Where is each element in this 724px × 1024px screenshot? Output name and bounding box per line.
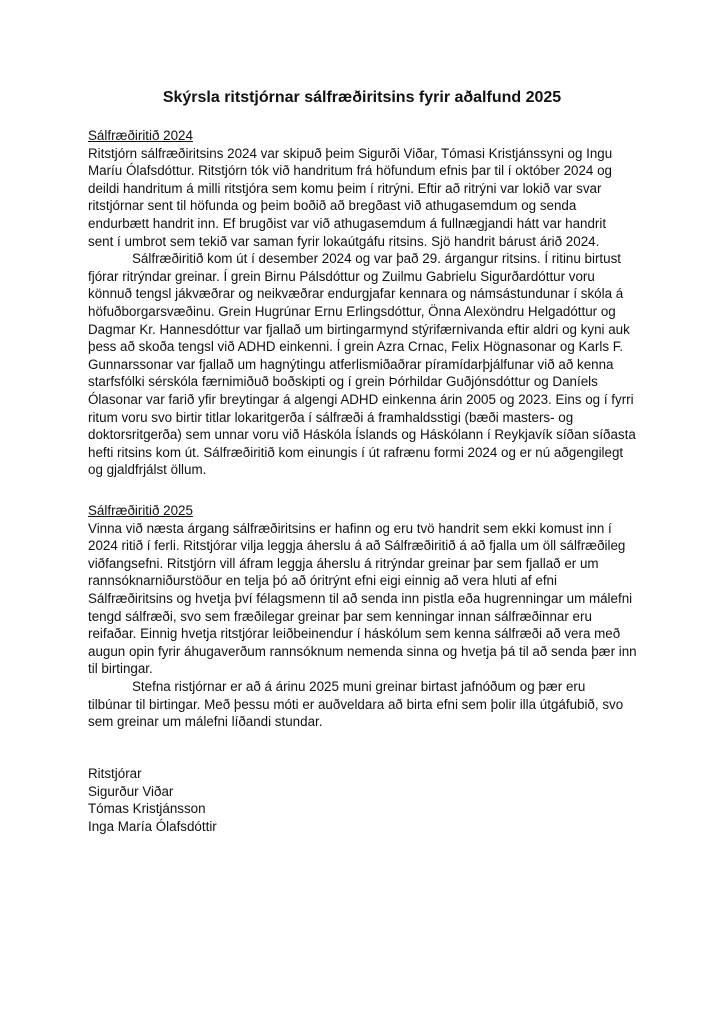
section-2025 (88, 502, 648, 731)
signature-line: Inga María Ólafsdóttir (88, 818, 217, 834)
paragraph-line: Gunnarssonar var fjallað um hagnýtingu atferlismiðaðrar píramídarþjálfunar við að kenna (88, 356, 614, 372)
paragraph-line: og gjaldfrjálst öllum. (88, 462, 207, 478)
paragraph-line: Stefna ristjórnar er að á árinu 2025 muni greinar birtast jafnóðum og þær eru (132, 678, 586, 694)
paragraph-line: Ólasonar var farið yfir breytingar á algengi ADHD einkenna árin 2005 og 2023. Eins og í fyrri (88, 391, 634, 407)
signature-line: Tómas Kristjánsson (88, 801, 206, 817)
signature-line: Sigurður Viðar (88, 783, 174, 799)
paragraph-line: augun opin fyrir áhugaverðum rannsóknum nemenda sinna og hvetja þá til að senda þær inn (88, 643, 637, 659)
section-heading: Sálfræðiritið 2024 (88, 128, 193, 143)
section-heading: Sálfræðiritið 2025 (88, 503, 193, 518)
paragraph-line: til birtingar. (88, 661, 153, 677)
paragraph-line: starfsfólki sérskóla færnimiðuð boðskipti og í grein Þórhildar Guðjónsdóttur og Daníels (88, 374, 598, 390)
paragraph-line: Dagmar Kr. Hannesdóttur var fjallað um birtingarmynd stýrifærnivanda eftir aldri og kyni auk (88, 321, 630, 337)
signature-line: Ritstjórar (88, 766, 142, 781)
paragraph-line: hefti ritsins kom út. Sálfræðiritið kom einungis í út rafrænu formi 2024 og er nú aðgengilegt (88, 444, 624, 460)
paragraph-line: Sálfræðiritsins og hvetja því félagsmenn til að senda inn pistla eða hugrenningar um málefni (88, 590, 633, 606)
paragraph-line: höfuðborgarsvæðinu. Grein Hugrúnar Ernu Erlingsdóttur, Önna Alexöndru Helgadóttur og (88, 303, 616, 319)
paragraph-line: ritum voru svo birtir titlar lokaritgerða í sálfræði á framhaldsstigi (bæði masters- og (88, 409, 574, 425)
paragraph-line: ritstjórnar sent til höfunda og þeim boðið að bregðast við athugasemdum og senda (88, 198, 577, 214)
document-title: Skýrsla ritstjórnar sálfræðiritsins fyrir aðalfund 2025 (162, 89, 562, 106)
paragraph-line: rannsóknarniðurstöður en telja þó að óritrýnt efni eigi einnig að vera hluti af efni (88, 573, 557, 589)
paragraph-line: Vinna við næsta árgang sálfræðiritsins er hafinn og eru tvö handrit sem ekki komust inn í (88, 520, 612, 536)
signature-block (88, 765, 648, 835)
paragraph-line: sem greinar um málefni líðandi stundar. (88, 714, 323, 730)
paragraph-line: Ritstjórn sálfræðiritsins 2024 var skipuð þeim Sigurði Viðar, Tómasi Kristjánssyni og Ingu (88, 145, 613, 161)
paragraph-line: þess að skoða tengsl við ADHD einkenni. Í grein Azra Crnac, Felix Högnasonar og Karls F. (88, 339, 624, 355)
paragraph-line: fjórar ritrýndar greinar. Í grein Birnu Pálsdóttur og Zuilmu Gabrielu Sigurðardóttur voru (88, 268, 595, 284)
paragraph-line: doktorsritgerða) sem unnar voru við Háskóla Íslands og Háskólann í Reykjavík síðan síðasta (88, 427, 636, 443)
paragraph-line: Sálfræðiritið kom út í desember 2024 og var það 29. árgangur ritsins. Í ritinu birtust (132, 251, 621, 267)
paragraph-line: tengd sálfræði, svo sem fræðilegar greinar þar sem kenningar innan sálfræðinnar eru (88, 608, 592, 624)
paragraph-line: sent í umbrot sem tekið var saman fyrir lokaútgáfu ritsins. Sjö handrit bárust árið 2024. (88, 233, 600, 249)
paragraph-line: 2024 ritið í ferli. Ritstjórar vilja leggja áherslu á að Sálfræðiritið á að fjalla um öll sálfræðileg (88, 538, 626, 554)
paragraph-line: reifaðar. Einnig hvetja ritstjórar leiðbeinendur í háskólum sem kenna sálfræði að vera með (88, 626, 621, 642)
paragraph-line: könnuð tengsl jákvæðrar og neikvæðrar endurgjafar kennara og námsástundunar í skóla á (88, 286, 624, 302)
paragraph-line: viðfangsefni. Ritstjórn vill áfram leggja áherslu á ritrýndar greinar þar sem fjallað er um (88, 555, 599, 571)
section-2024 (88, 127, 648, 479)
paragraph-line: endurbætt handrit inn. Ef brugðist var við athugasemdum á fullnægjandi hátt var handrit (88, 215, 607, 231)
paragraph-line: tilbúnar til birtingar. Með þessu móti er auðveldara að birta efni sem þolir illa útgáfubið, svo (88, 696, 624, 712)
paragraph-line: deildi handritum á milli ritstjóra sem komu þeim í ritrýni. Eftir að ritrýni var lokið var svar (88, 180, 602, 196)
paragraph-line: Maríu Ólafsdóttur. Ritstjórn tók við handritum frá höfundum efnis þar til í október 2024 og (88, 163, 612, 179)
